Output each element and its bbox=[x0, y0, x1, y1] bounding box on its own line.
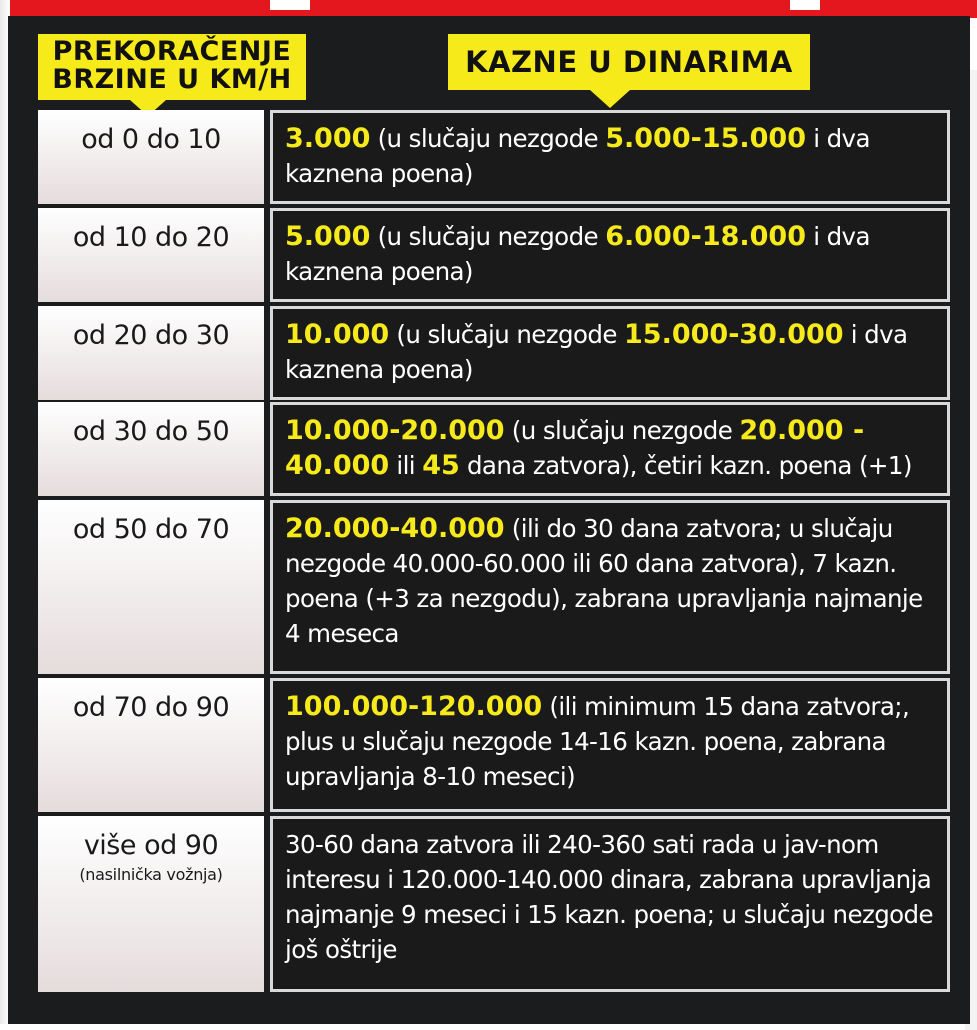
fine-amount-highlight: 45 bbox=[422, 450, 460, 481]
table-row bbox=[38, 402, 950, 496]
fine-amount-highlight: 10.000 bbox=[285, 319, 390, 350]
speed-range-text: od 50 do 70 bbox=[72, 514, 230, 545]
fine-description-cell bbox=[270, 678, 950, 812]
table-row bbox=[38, 816, 950, 992]
fine-text: dana zatvora), četiri kazn. poena (+1) bbox=[459, 451, 912, 480]
fine-amount-highlight: 6.000-18.000 bbox=[605, 221, 807, 252]
fine-description-cell bbox=[270, 500, 950, 674]
table-row bbox=[38, 110, 950, 204]
red-bar-gap bbox=[270, 0, 310, 10]
fine-amount-highlight: 20.000 - 40.000 bbox=[285, 415, 865, 481]
red-bar-gap bbox=[790, 0, 820, 10]
speed-range-text: od 70 do 90 bbox=[72, 692, 230, 723]
speed-range-cell bbox=[38, 208, 264, 302]
table-row bbox=[38, 678, 950, 812]
fine-text: (u slučaju nezgode bbox=[370, 222, 606, 251]
speed-range-cell bbox=[38, 402, 264, 496]
fines-column-header: KAZNE U DINARIMA bbox=[448, 34, 810, 90]
fine-description-cell bbox=[270, 208, 950, 302]
fine-text: (u slučaju nezgode bbox=[504, 416, 740, 445]
speed-range-text: više od 90 bbox=[83, 830, 219, 861]
speed-column-header bbox=[38, 34, 306, 100]
fines-header-pointer bbox=[590, 90, 630, 108]
table-row bbox=[38, 306, 950, 400]
fine-amount-highlight: 15.000-30.000 bbox=[624, 319, 844, 350]
speed-header-line1: PREKORAČENJE bbox=[52, 36, 292, 67]
speed-range-cell bbox=[38, 306, 264, 400]
fine-text: i dva kaznena poena) bbox=[285, 124, 870, 188]
fine-text: (u slučaju nezgode bbox=[370, 124, 606, 153]
fine-text: ili bbox=[389, 451, 423, 480]
speed-range-text: od 0 do 10 bbox=[81, 124, 221, 155]
fine-text: (ili minimum 15 dana zatvora;, plus u slučaju nezgode 14-16 kazn. poena, zabrana upravljanja 8-10 meseci) bbox=[285, 692, 910, 791]
speed-range-cell bbox=[38, 500, 264, 674]
fine-description-cell bbox=[270, 402, 950, 496]
table-row bbox=[38, 208, 950, 302]
speed-range-text: od 20 do 30 bbox=[72, 320, 230, 351]
speed-range-cell bbox=[38, 816, 264, 992]
fine-text: (u slučaju nezgode bbox=[389, 320, 624, 349]
fine-amount-highlight: 5.000 bbox=[285, 221, 371, 252]
speed-header-line2: BRZINE U KM/H bbox=[52, 64, 292, 96]
fine-amount-highlight: 10.000-20.000 bbox=[285, 415, 505, 446]
speed-range-cell bbox=[38, 110, 264, 204]
fine-text: i dva kaznena poena) bbox=[285, 222, 870, 286]
speed-range-cell bbox=[38, 678, 264, 812]
speed-range-text: od 30 do 50 bbox=[72, 416, 230, 447]
fine-text: i dva kaznena poena) bbox=[285, 320, 908, 384]
fine-amount-highlight: 100.000-120.000 bbox=[285, 691, 543, 722]
speed-range-note: (nasilnička vožnja) bbox=[79, 865, 223, 884]
fine-amount-highlight: 20.000-40.000 bbox=[285, 513, 505, 544]
fine-amount-highlight: 5.000-15.000 bbox=[605, 123, 807, 154]
fine-description-cell bbox=[270, 306, 950, 400]
fine-text: (ili do 30 dana zatvora; u slučaju nezgode 40.000-60.000 ili 60 dana zatvora), 7 kazn. poena (+3 za nezgodu), zabrana upravljanja najmanje 4 meseca bbox=[285, 514, 923, 648]
fine-amount-highlight: 3.000 bbox=[285, 123, 371, 154]
fine-description-cell bbox=[270, 816, 950, 992]
speed-range-text: od 10 do 20 bbox=[72, 222, 230, 253]
fine-description-cell bbox=[270, 110, 950, 204]
table-row bbox=[38, 500, 950, 674]
fine-text: 30-60 dana zatvora ili 240-360 sati rada u jav-nom interesu i 120.000-140.000 dinara, zabrana upravljanja najmanje 9 meseci i 15 kazn. poena; u slučaju nezgode još oštrije bbox=[285, 830, 933, 964]
